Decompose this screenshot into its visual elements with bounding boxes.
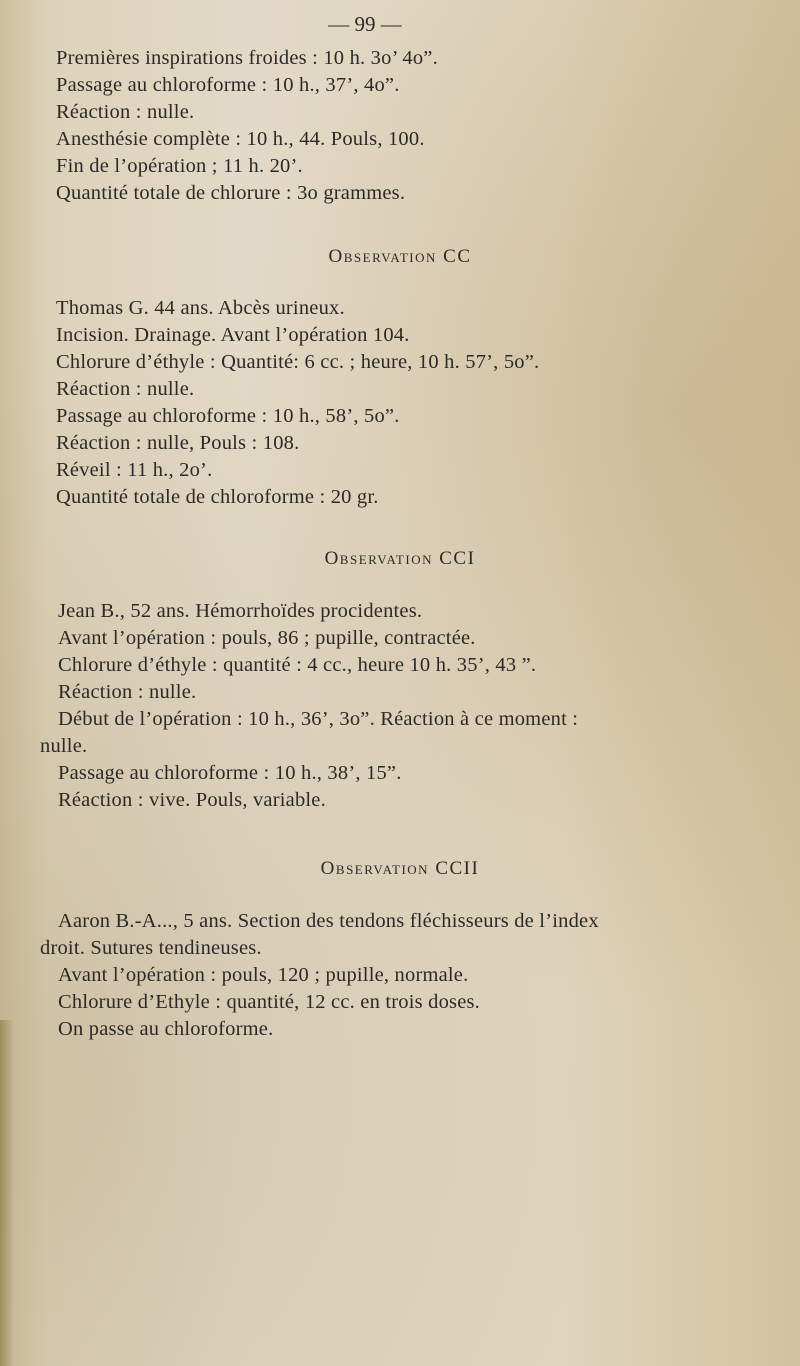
text-line: Avant l’opération : pouls, 86 ; pupille, contractée. <box>58 627 476 649</box>
text-line: Passage au chloroforme : 10 h., 58’, 5o”. <box>56 405 400 427</box>
text-line: Réaction : vive. Pouls, variable. <box>58 789 326 811</box>
text-line: Passage au chloroforme : 10 h., 37’, 4o”. <box>56 74 400 96</box>
text-line: Réaction : nulle. <box>56 378 195 400</box>
text-line: On passe au chloroforme. <box>58 1018 274 1040</box>
text-line: Réaction : nulle. <box>58 681 197 703</box>
section-heading: Observation CCI <box>324 548 476 569</box>
text-line: Quantité totale de chlorure : 3o grammes. <box>56 182 406 204</box>
text-line: Thomas G. 44 ans. Abcès urineux. <box>56 297 345 319</box>
text-line: Jean B., 52 ans. Hémorrhoïdes procidentes. <box>58 600 423 622</box>
text-line: Chlorure d’éthyle : quantité : 4 cc., heure 10 h. 35’, 43 ”. <box>58 654 537 676</box>
page-number: — 99 — <box>328 12 402 36</box>
text-line: Anesthésie complète : 10 h., 44. Pouls, 100. <box>56 128 425 150</box>
page-edge-shadow <box>0 1020 14 1366</box>
text-line: Début de l’opération : 10 h., 36’, 3o”. Réaction à ce moment : <box>58 708 579 730</box>
section-heading: Observation CCII <box>320 858 480 879</box>
text-line: Fin de l’opération ; 11 h. 20’. <box>56 155 303 177</box>
text-line: droit. Sutures tendineuses. <box>40 937 262 959</box>
text-line: Réaction : nulle, Pouls : 108. <box>56 432 300 454</box>
text-line: Réveil : 11 h., 2o’. <box>56 459 213 481</box>
text-line: Aaron B.-A..., 5 ans. Section des tendons fléchisseurs de l’index <box>58 910 599 932</box>
text-line: Chlorure d’Ethyle : quantité, 12 cc. en trois doses. <box>58 991 481 1013</box>
text-line: Avant l’opération : pouls, 120 ; pupille, normale. <box>58 964 469 986</box>
section-heading: Observation CC <box>328 246 472 267</box>
text-line: nulle. <box>40 735 88 757</box>
text-line: Réaction : nulle. <box>56 101 195 123</box>
text-line: Incision. Drainage. Avant l’opération 104. <box>56 324 410 346</box>
text-line: Premières inspirations froides : 10 h. 3o’ 4o”. <box>56 47 438 69</box>
text-line: Quantité totale de chloroforme : 20 gr. <box>56 486 379 508</box>
text-line: Passage au chloroforme : 10 h., 38’, 15”. <box>58 762 402 784</box>
text-line: Chlorure d’éthyle : Quantité: 6 cc. ; heure, 10 h. 57’, 5o”. <box>56 351 540 373</box>
